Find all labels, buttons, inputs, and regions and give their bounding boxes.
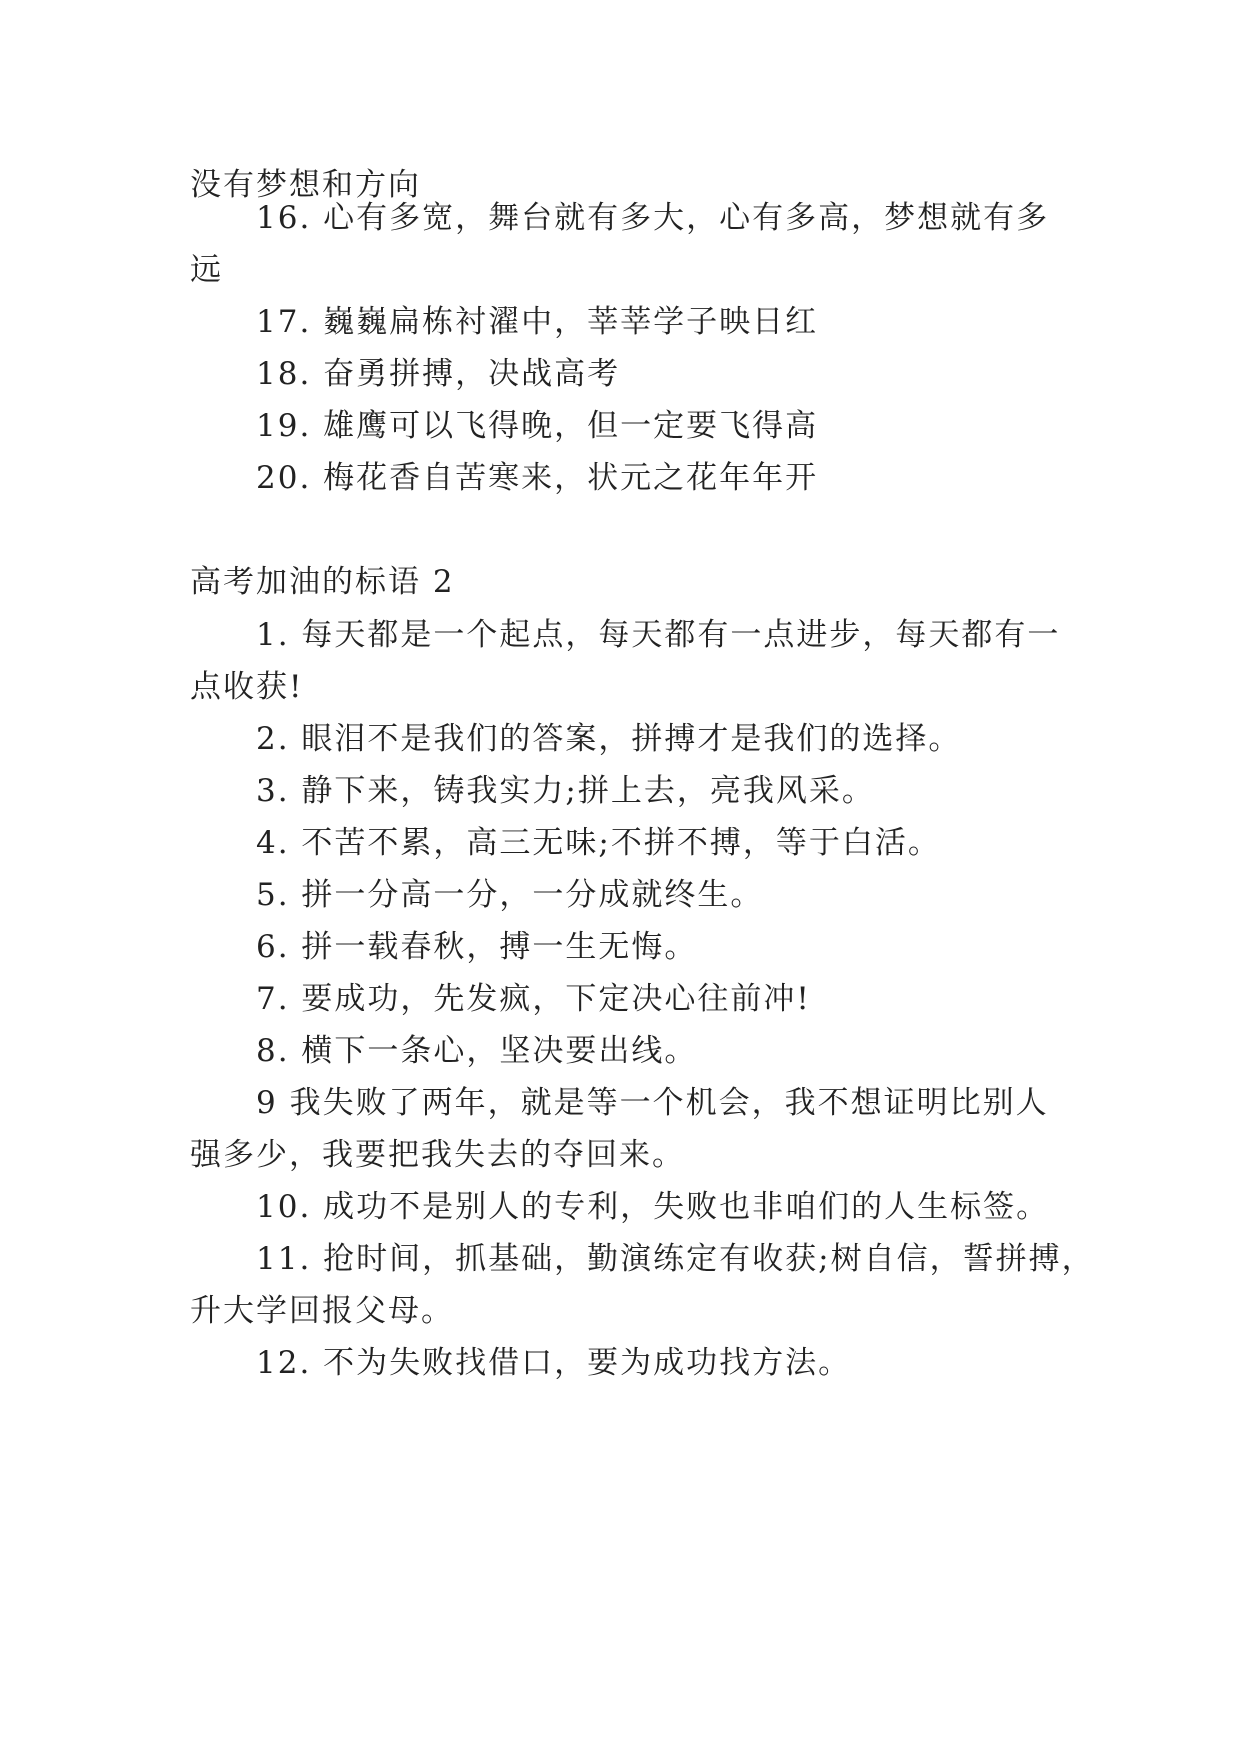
list-item-20: 20. 梅花香自苦寒来，状元之花年年开 — [256, 460, 819, 496]
list-item-7: 7. 要成功，先发疯，下定决心往前冲! — [256, 981, 811, 1017]
list-item-5: 5. 拼一分高一分，一分成就终生。 — [256, 877, 764, 913]
section-title: 高考加油的标语 2 — [190, 564, 455, 600]
list-item-19: 19. 雄鹰可以飞得晚，但一定要飞得高 — [256, 408, 819, 444]
list-item-9-line1: 9 我失败了两年，就是等一个机会，我不想证明比别人 — [256, 1085, 1049, 1121]
list-item-8: 8. 横下一条心，坚决要出线。 — [256, 1033, 698, 1069]
list-item-17: 17. 巍巍扁栋衬濯中，莘莘学子映日红 — [256, 304, 819, 340]
list-item-16-line1: 16. 心有多宽，舞台就有多大，心有多高，梦想就有多 — [256, 200, 1050, 236]
list-item-11-line1: 11. 抢时间，抓基础，勤演练定有收获;树自信，誓拼搏， — [256, 1241, 1095, 1277]
list-item-12: 12. 不为失败找借口，要为成功找方法。 — [256, 1345, 852, 1381]
list-item-2: 2. 眼泪不是我们的答案，拼搏才是我们的选择。 — [256, 721, 962, 757]
list-item-10: 10. 成功不是别人的专利，失败也非咱们的人生标签。 — [256, 1189, 1050, 1225]
list-item-6: 6. 拼一载春秋，搏一生无悔。 — [256, 929, 698, 965]
list-item-16-line2: 远 — [190, 252, 223, 288]
list-item-4: 4. 不苦不累，高三无味;不拼不搏，等于白活。 — [256, 825, 941, 861]
list-item-3: 3. 静下来，铸我实力;拼上去，亮我风采。 — [256, 773, 875, 809]
list-item-1-line1: 1. 每天都是一个起点，每天都有一点进步，每天都有一 — [256, 617, 1061, 653]
continuation-line: 没有梦想和方向 — [190, 167, 421, 203]
list-item-1-line2: 点收获! — [190, 669, 304, 705]
list-item-18: 18. 奋勇拼搏，决战高考 — [256, 356, 621, 392]
list-item-9-line2: 强多少，我要把我失去的夺回来。 — [190, 1137, 685, 1173]
list-item-11-line2: 升大学回报父母。 — [190, 1293, 454, 1329]
